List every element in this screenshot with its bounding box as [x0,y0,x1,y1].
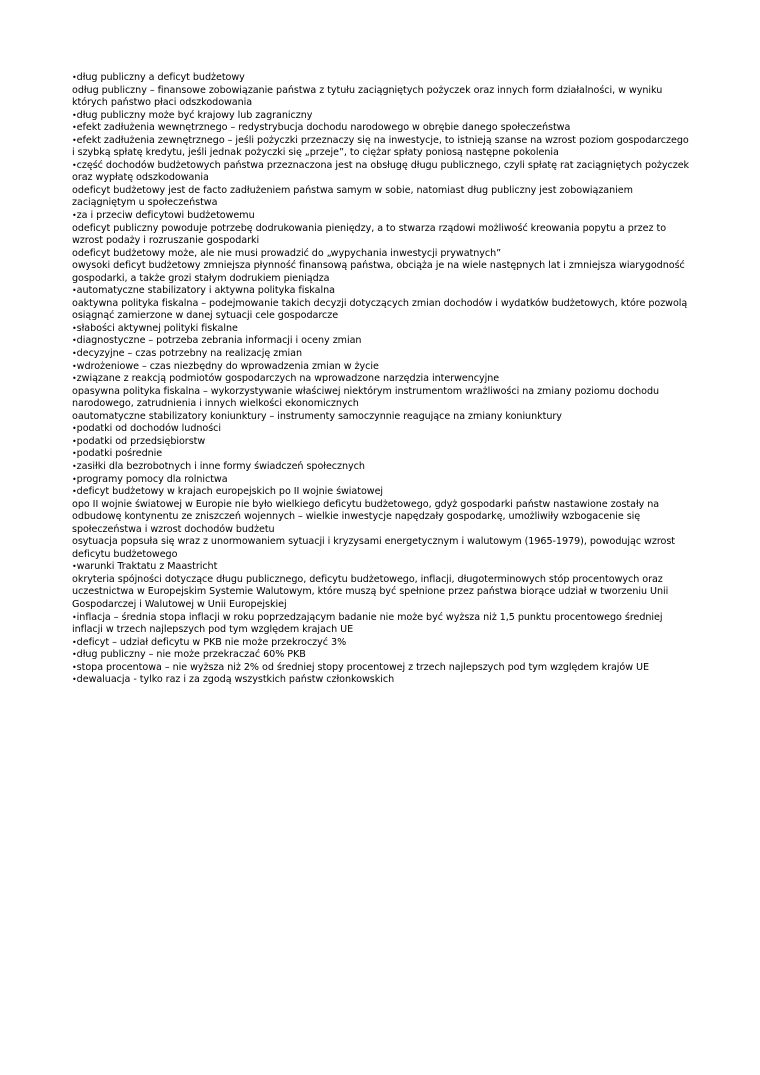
circle-marker: o [72,385,78,397]
line-text: deficyt budżetowy w krajach europejskich po II wojnie światowej [76,486,384,498]
document-line [72,448,692,461]
bullet-marker: • [72,374,77,384]
document-line [72,323,692,336]
line-text: pasywna polityka fiskalna – wykorzystywanie właściwej niektórym instrumentom wrażliwości na zmiany poziomu dochodu narodowego, zatrudnienia i innych wielkości ekonomicznych [72,385,660,410]
line-text: warunki Traktatu z Maastricht [76,561,218,573]
circle-marker: o [72,573,78,585]
circle-marker: o [72,498,78,510]
document-line [72,348,692,361]
document-line [72,72,692,85]
document-line [72,474,692,487]
bullet-marker: • [72,160,77,170]
document-page [72,72,692,687]
document-line [72,285,692,298]
bullet-marker: • [72,662,77,672]
bullet-marker: • [72,461,77,471]
bullet-marker: • [72,637,77,647]
document-line [72,486,692,499]
circle-marker: o [72,297,78,309]
line-text: dewaluacja - tylko raz i za zgodą wszystkich państw członkowskich [76,674,395,686]
document-line [72,674,692,687]
document-line [72,612,692,637]
bullet-marker: • [72,110,77,120]
line-text: diagnostyczne – potrzeba zebrania informacji i oceny zmian [76,335,362,347]
bullet-marker: • [72,286,77,296]
circle-marker: o [72,184,78,196]
document-line [72,461,692,474]
document-line [72,386,692,411]
bullet-marker: • [72,323,77,333]
bullet-marker: • [72,612,77,622]
line-text: zasiłki dla bezrobotnych i inne formy świadczeń społecznych [76,460,365,472]
document-line [72,110,692,123]
bullet-marker: • [72,123,77,133]
bullet-marker: • [72,487,77,497]
line-text: deficyt budżetowy może, ale nie musi prowadzić do „wypychania inwestycji prywatnych” [77,247,502,259]
circle-marker: o [72,84,78,96]
document-line [72,85,692,110]
document-line [72,649,692,662]
document-line [72,411,692,424]
line-text: dług publiczny a deficyt budżetowy [76,72,245,83]
bullet-marker: • [72,336,77,346]
bullet-marker: • [72,211,77,221]
bullet-marker: • [72,436,77,446]
document-line [72,160,692,185]
document-line [72,637,692,650]
document-line [72,373,692,386]
line-text: podatki od przedsiębiorstw [76,435,206,447]
bullet-marker: • [72,474,77,484]
line-text: podatki od dochodów ludności [76,423,222,435]
circle-marker: o [72,410,78,422]
document-line [72,561,692,574]
circle-marker: o [72,247,78,259]
line-text: związane z reakcją podmiotów gospodarczych na wprowadzone narzędzia interwencyjne [76,373,500,385]
line-text: część dochodów budżetowych państwa przeznaczona jest na obsługę długu publicznego, czyli spłatę rat zaciągniętych pożyczek oraz wypłatę odszkodowania [72,159,690,184]
circle-marker: o [72,222,78,234]
line-text: dług publiczny może być krajowy lub zagraniczny [76,109,313,121]
document-line [72,335,692,348]
line-text: dług publiczny – nie może przekraczać 60% PKB [76,649,306,661]
line-text: deficyt – udział deficytu w PKB nie może przekroczyć 3% [76,636,347,648]
bullet-marker: • [72,349,77,359]
bullet-marker: • [72,675,77,685]
bullet-marker: • [72,424,77,434]
document-line [72,223,692,248]
document-line [72,423,692,436]
line-text: kryteria spójności dotyczące długu publicznego, deficytu budżetowego, inflacji, długoterminowych stóp procentowych oraz uczestnictwa w Europejskim Systemie Walutowym, które muszą być spełnione przez państwa biorące udział w tworzeniu Unii Gospodarczej i Walutowej w Unii Europejskiej [72,573,669,610]
bullet-marker: • [72,562,77,572]
line-text: deficyt budżetowy jest de facto zadłużeniem państwa samym w sobie, natomiast dług publiczny jest zobowiązaniem zaciągniętym u społeczeństwa [72,184,633,209]
line-text: deficyt publiczny powoduje potrzebę dodrukowania pieniędzy, a to stwarza rządowi możliwość kreowania popytu a przez to wzrost podaży i rozruszanie gospodarki [72,222,667,247]
document-line [72,260,692,285]
document-line [72,248,692,261]
line-text: automatyczne stabilizatory koniunktury – instrumenty samoczynnie reagujące na zmiany koniunktury [77,410,562,422]
line-text: efekt zadłużenia wewnętrznego – redystrybucja dochodu narodowego w obrębie danego społeczeństwa [76,122,571,134]
document-line [72,536,692,561]
circle-marker: o [72,260,78,272]
line-text: wysoki deficyt budżetowy zmniejsza płynność finansową państwa, obciąża je na wiele następnych lat i zmniejsza wiarygodność gospodarki, a także grozi stałym dodrukiem pieniądza [72,260,685,284]
document-line [72,298,692,323]
line-text: inflacja – średnia stopa inflacji w roku poprzedzającym badanie nie może być wyższa niż 1,5 punktu procentowego średniej inflacji w trzech najlepszych pod tym względem krajach UE [72,611,663,636]
document-line [72,185,692,210]
line-text: decyzyjne – czas potrzebny na realizację zmian [76,348,302,360]
bullet-marker: • [72,449,77,459]
document-line [72,135,692,160]
line-text: za i przeciw deficytowi budżetowemu [76,210,255,222]
line-text: podatki pośrednie [76,448,163,460]
document-line [72,122,692,135]
line-text: po II wojnie światowej w Europie nie było wielkiego deficytu budżetowego, gdyż gospodarki państw nastawione zostały na odbudowę kontynentu ze zniszczeń wojennych – wielkie inwestycje napędzały gospodarkę, umożliwiły wzbogacenie się społeczeństwa i wzrost dochodów budżetu [72,498,660,535]
bullet-marker: • [72,361,77,371]
document-line [72,361,692,374]
document-line [72,574,692,612]
line-text: dług publiczny – finansowe zobowiązanie państwa z tytułu zaciągniętych pożyczek oraz innych form działalności, w wyniku których państwo płaci odszkodowania [72,84,663,109]
line-text: słabości aktywnej polityki fiskalne [76,322,238,334]
line-text: stopa procentowa – nie wyższa niż 2% od średniej stopy procentowej z trzech najlepszych pod tym względem krajów UE [76,661,650,673]
line-text: aktywna polityka fiskalna – podejmowanie takich decyzji dotyczących zmian dochodów i wydatków budżetowych, które pozwolą osiągnąć zamierzone w danej sytuacji cele gospodarcze [72,297,688,322]
document-line [72,436,692,449]
bullet-marker: • [72,73,77,82]
document-line [72,662,692,675]
bullet-marker: • [72,650,77,660]
line-text: programy pomocy dla rolnictwa [76,473,228,485]
line-text: wdrożeniowe – czas niezbędny do wprowadzenia zmian w życie [76,360,379,372]
line-text: sytuacja popsuła się wraz z unormowaniem sytuacji i kryzysami energetycznym i walutowym (1965-1979), powodując wzrost deficytu budżetowego [72,536,675,560]
line-text: automatyczne stabilizatory i aktywna polityka fiskalna [76,285,335,297]
document-line [72,499,692,537]
circle-marker: o [72,536,78,548]
line-text: efekt zadłużenia zewnętrznego – jeśli pożyczki przeznaczy się na inwestycje, to istnieją szanse na wzrost poziom gospodarczego i szybką spłatę kredytu, jeśli jednak pożyczki się „przeje”, to ciężar spłaty poniosą następne pokolenia [72,134,689,159]
bullet-marker: • [72,135,77,145]
document-line [72,210,692,223]
